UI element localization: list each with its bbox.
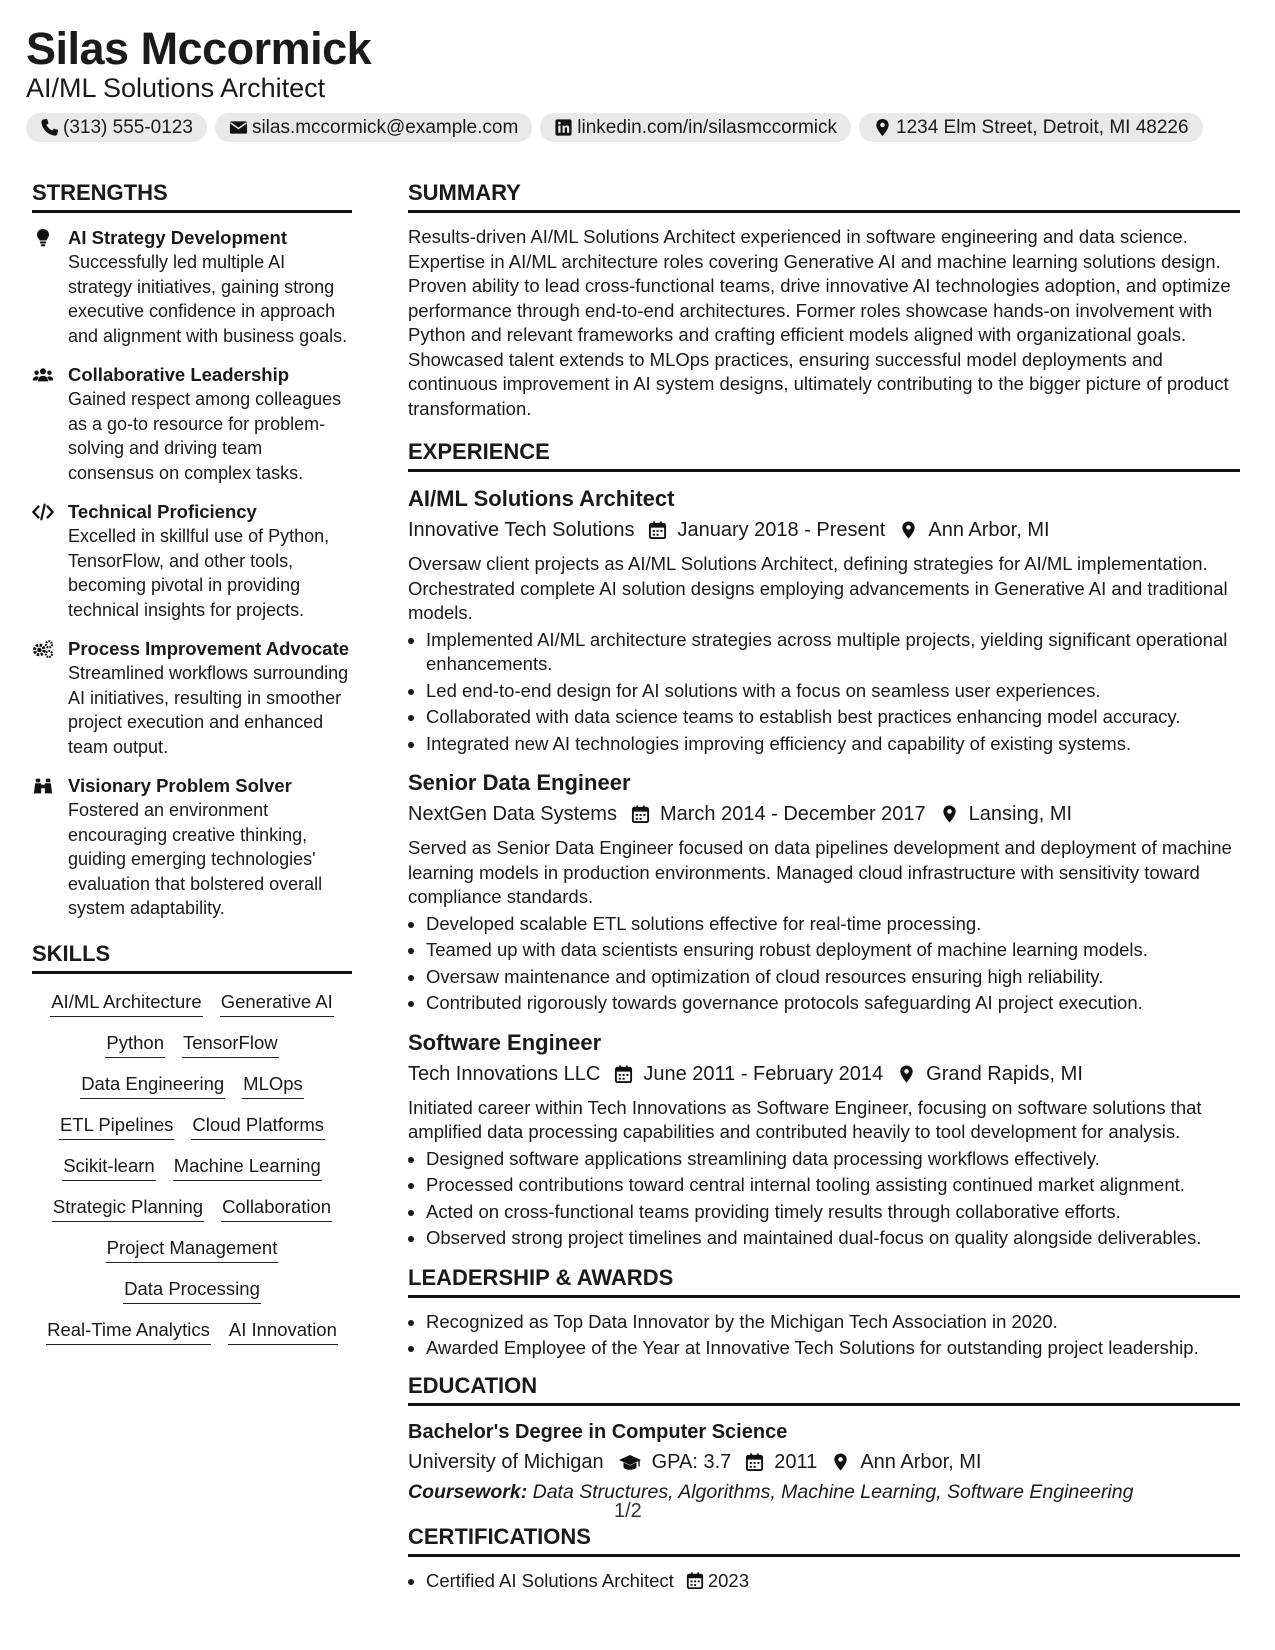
skill-tag: AI Innovation <box>228 1318 338 1345</box>
awards-heading: LEADERSHIP & AWARDS <box>408 1263 1240 1298</box>
calendar-icon <box>745 1452 764 1472</box>
strength-item <box>32 225 352 348</box>
school-name: University of Michigan <box>408 1450 604 1473</box>
education-meta <box>408 1446 1240 1478</box>
skill-tag: Collaboration <box>221 1195 332 1222</box>
bullet-item: • Developed scalable ETL solutions effective for real-time processing. <box>426 912 1240 937</box>
calendar-icon <box>631 804 650 824</box>
calendar-icon <box>648 520 667 540</box>
strength-title: AI Strategy Development <box>68 227 287 248</box>
job-dates: March 2014 - December 2017 <box>659 803 926 825</box>
code-icon <box>32 502 54 522</box>
skill-tag: TensorFlow <box>182 1031 279 1058</box>
summary-heading: SUMMARY <box>408 178 1240 213</box>
job-meta <box>408 514 1240 546</box>
page-number: 1/2 <box>614 1500 642 1522</box>
phone-icon <box>40 118 59 137</box>
graduation-year: 2011 <box>774 1450 818 1473</box>
coursework <box>408 1478 1240 1506</box>
contact-email-text: silas.mccormick@example.com <box>251 116 519 138</box>
certification-item <box>426 1569 1240 1594</box>
location-pin-icon <box>899 520 918 540</box>
skill-tag: MLOps <box>242 1072 304 1099</box>
job-bullets <box>408 912 1240 1016</box>
skills-list <box>32 986 352 1345</box>
certification-year: 2023 <box>707 1569 749 1591</box>
location-pin-icon <box>897 1064 916 1084</box>
strength-item <box>32 499 352 622</box>
gears-icon <box>32 639 54 659</box>
skill-tag: Python <box>105 1031 165 1058</box>
skill-tag: Scikit-learn <box>62 1154 156 1181</box>
bullet-item: • Contributed rigorously towards governance protocols safeguarding AI project execution. <box>426 991 1240 1016</box>
right-column <box>408 178 1240 1595</box>
education-heading: EDUCATION <box>408 1371 1240 1406</box>
job-description: Initiated career within Tech Innovations as Software Engineer, focusing on software solutions that amplified data processing capabilities and contributed heavily to tool development for analysis. <box>408 1096 1202 1142</box>
bullet-item: • Implemented AI/ML architecture strategies across multiple projects, yielding significant operational enhancements. <box>426 628 1240 677</box>
degree-title: Bachelor's Degree in Computer Science <box>408 1420 788 1443</box>
certifications-list <box>408 1569 1240 1594</box>
skills-heading: SKILLS <box>32 939 352 974</box>
contact-bar <box>26 113 1256 142</box>
lightbulb-icon <box>32 228 54 248</box>
bullet-item: • Designed software applications streamlining data processing workflows effectively. <box>426 1147 1240 1172</box>
location-pin-icon <box>831 1452 850 1472</box>
job-meta <box>408 798 1240 830</box>
strength-item <box>32 636 352 759</box>
strengths-heading: STRENGTHS <box>32 178 352 213</box>
binoculars-icon <box>32 776 54 796</box>
skill-tag: Cloud Platforms <box>191 1113 325 1140</box>
bullet-item: • Observed strong project timelines and maintained dual-focus on quality alongside deliverables. <box>426 1226 1240 1251</box>
contact-linkedin-text: linkedin.com/in/silasmccormick <box>577 116 838 138</box>
bullet-item: • Collaborated with data science teams to establish best practices enhancing model accuracy. <box>426 705 1240 730</box>
job-description: Served as Senior Data Engineer focused on data pipelines development and deployment of machine learning models in production environments. Managed cloud infrastructure with sensitivity toward compliance standards. <box>408 837 1232 907</box>
envelope-icon <box>229 118 248 137</box>
job-entry <box>408 1028 1240 1251</box>
skill-tag: AI/ML Architecture <box>50 990 202 1017</box>
candidate-name: Silas Mccormick <box>26 23 372 74</box>
strength-title: Process Improvement Advocate <box>68 638 350 659</box>
job-dates: January 2018 - Present <box>677 519 886 541</box>
left-column <box>32 178 352 1345</box>
skill-tag: Generative AI <box>220 990 334 1017</box>
strength-title: Technical Proficiency <box>68 501 257 522</box>
job-location: Lansing, MI <box>968 803 1073 825</box>
coursework-list: Data Structures, Algorithms, Machine Learning, Software Engineering <box>532 1480 1134 1503</box>
job-meta <box>408 1058 1240 1090</box>
skill-tag: Data Processing <box>123 1277 261 1304</box>
job-title: Software Engineer <box>408 1029 602 1055</box>
experience-heading: EXPERIENCE <box>408 437 1240 472</box>
job-title: Senior Data Engineer <box>408 770 631 795</box>
job-entry <box>408 484 1240 756</box>
summary-text: Results-driven AI/ML Solutions Architect experienced in software engineering and data science. Expertise in AI/ML architecture roles covering Generative AI and machine learning solutions design. Proven ability to lead cross-functional teams, drive innovative AI technologies adoption, and optimize performance through end-to-end architectures. Former roles showcase hands-on involvement with Python and relevant frameworks and crafting efficient models aligned with organizational goals. Showcased talent extends to MLOps practices, ensuring successful model deployments and continuous improvement in AI system designs, ultimately contributing to the bigger picture of product transformation. <box>408 226 1231 419</box>
job-location: Ann Arbor, MI <box>928 519 1050 541</box>
certification-name: • Certified AI Solutions Architect <box>426 1569 674 1591</box>
calendar-icon <box>686 1571 704 1590</box>
job-title: AI/ML Solutions Architect <box>408 486 675 511</box>
school-location: Ann Arbor, MI <box>860 1450 982 1473</box>
users-icon <box>32 365 54 385</box>
gpa: GPA: 3.7 <box>651 1450 732 1473</box>
job-location: Grand Rapids, MI <box>926 1062 1083 1085</box>
contact-phone-text: (313) 555-0123 <box>63 116 193 138</box>
strength-desc: Excelled in skillful use of Python, TensorFlow, and other tools, becoming pivotal in providing technical insights for projects. <box>68 526 330 620</box>
location-pin-icon <box>873 118 892 137</box>
location-pin-icon <box>940 804 959 824</box>
strength-item <box>32 773 352 921</box>
job-dates: June 2011 - February 2014 <box>643 1062 884 1085</box>
certifications-heading: CERTIFICATIONS <box>408 1522 1240 1557</box>
bullet-item: • Led end-to-end design for AI solutions with a focus on seamless user experiences. <box>426 679 1240 704</box>
graduation-cap-icon <box>618 1452 642 1472</box>
contact-address[interactable] <box>859 113 1203 142</box>
bullet-item: • Acted on cross-functional teams providing timely results through collaborative efforts. <box>426 1200 1240 1225</box>
calendar-icon <box>614 1064 633 1084</box>
skill-tag: ETL Pipelines <box>59 1113 174 1140</box>
job-bullets <box>408 1147 1240 1251</box>
strength-title: Collaborative Leadership <box>68 364 290 385</box>
bullet-item: • Integrated new AI technologies improving efficiency and capability of existing systems. <box>426 732 1240 757</box>
skill-tag: Machine Learning <box>173 1154 322 1181</box>
strength-desc: Successfully led multiple AI strategy initiatives, gaining strong executive confidence in approach and alignment with business goals. <box>68 252 348 346</box>
job-entry <box>408 768 1240 1016</box>
candidate-title: AI/ML Solutions Architect <box>26 73 326 103</box>
education-entry <box>408 1418 1240 1506</box>
job-company: NextGen Data Systems <box>408 803 617 825</box>
skill-tag: Data Engineering <box>80 1072 225 1099</box>
contact-email[interactable] <box>215 113 532 142</box>
awards-list <box>408 1310 1240 1361</box>
strength-title: Visionary Problem Solver <box>68 775 292 796</box>
strength-desc: Fostered an environment encouraging creative thinking, guiding emerging technologies' evaluation that bolstered overall system adaptability. <box>68 800 323 918</box>
contact-address-text: 1234 Elm Street, Detroit, MI 48226 <box>896 116 1189 138</box>
bullet-item: • Processed contributions toward central internal tooling assisting continued market alignment. <box>426 1173 1240 1198</box>
award-item: • Awarded Employee of the Year at Innovative Tech Solutions for outstanding project leadership. <box>426 1336 1240 1361</box>
skill-tag: Strategic Planning <box>52 1195 204 1222</box>
linkedin-icon <box>554 118 573 137</box>
bullet-item: • Oversaw maintenance and optimization of cloud resources ensuring high reliability. <box>426 965 1240 990</box>
job-bullets <box>408 628 1240 757</box>
skill-tag: Real-Time Analytics <box>46 1318 211 1345</box>
job-company: Tech Innovations LLC <box>408 1062 601 1085</box>
award-item: • Recognized as Top Data Innovator by the Michigan Tech Association in 2020. <box>426 1310 1240 1335</box>
contact-phone[interactable] <box>26 113 207 142</box>
bullet-item: • Teamed up with data scientists ensuring robust deployment of machine learning models. <box>426 938 1240 963</box>
skill-tag: Project Management <box>106 1236 279 1263</box>
coursework-label: Coursework: <box>408 1480 528 1503</box>
job-company: Innovative Tech Solutions <box>408 519 635 541</box>
resume-header <box>26 22 1256 142</box>
job-description: Oversaw client projects as AI/ML Solutions Architect, defining strategies for AI/ML implementation. Orchestrated complete AI solution designs employing advancements in Generative AI and traditional models. <box>408 553 1228 623</box>
contact-linkedin[interactable] <box>540 113 851 142</box>
strength-desc: Gained respect among colleagues as a go-to resource for problem-solving and driving team consensus on complex tasks. <box>68 389 342 483</box>
strength-desc: Streamlined workflows surrounding AI initiatives, resulting in smoother project execution and enhanced team output. <box>68 663 349 757</box>
strength-item <box>32 362 352 485</box>
